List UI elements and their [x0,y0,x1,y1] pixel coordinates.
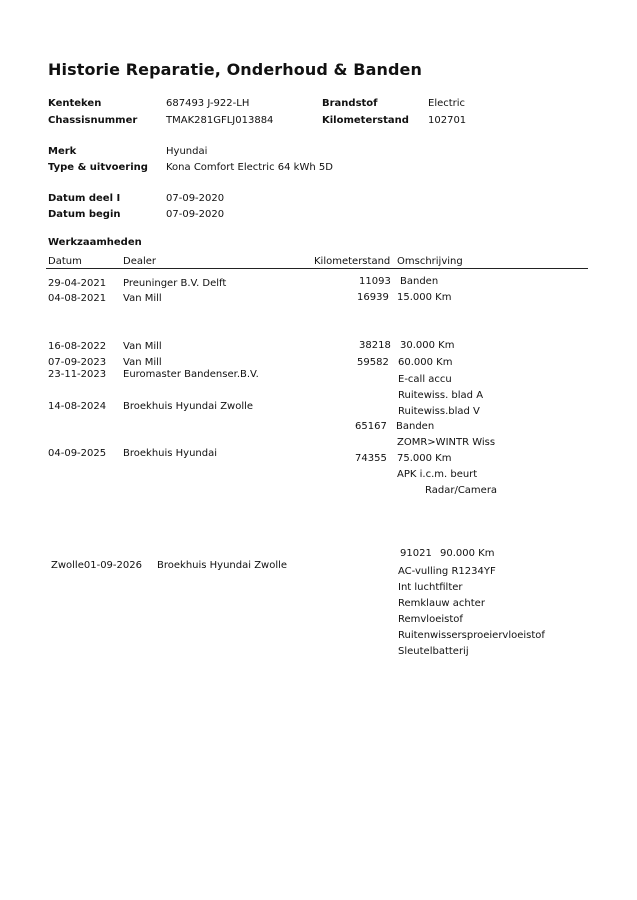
kilometerstand-value: 102701 [428,115,467,126]
row-desc: 15.000 Km [397,292,452,303]
row-desc: Remvloeistof [398,614,463,625]
chassis-label: Chassisnummer [48,115,138,126]
row-datum: 07-09-2023 [48,357,107,368]
header-datum: Datum [48,256,82,267]
kenteken-value: 687493 J-922-LH [166,98,250,109]
header-kilometerstand: Kilometerstand [314,256,391,267]
row-desc: 60.000 Km [398,357,453,368]
row-km: 74355 [355,453,387,464]
row-datum: Zwolle01-09-2026 [51,560,142,571]
row-dealer: Broekhuis Hyundai Zwolle [157,560,288,571]
row-desc: 90.000 Km [440,548,495,559]
row-km: 38218 [359,340,391,351]
row-km: 11093 [359,276,391,287]
row-dealer: Van Mill [123,357,162,368]
row-dealer: Van Mill [123,293,162,304]
kenteken-label: Kenteken [48,98,102,109]
row-desc: Remklauw achter [398,598,485,609]
type-value: Kona Comfort Electric 64 kWh 5D [166,162,333,173]
datum-deel-label: Datum deel I [48,193,121,204]
merk-value: Hyundai [166,146,208,157]
werkzaamheden-title: Werkzaamheden [48,237,142,248]
row-datum: 23-11-2023 [48,369,107,380]
row-dealer: Broekhuis Hyundai [123,448,218,459]
row-km: 16939 [357,292,389,303]
row-datum: 04-09-2025 [48,448,107,459]
row-desc: Sleutelbatterij [398,646,469,657]
row-dealer: Van Mill [123,341,162,352]
row-desc: 75.000 Km [397,453,452,464]
kilometerstand-label: Kilometerstand [322,115,409,126]
row-desc: Int luchtfilter [398,582,463,593]
brandstof-label: Brandstof [322,98,378,109]
row-dealer: Preuninger B.V. Delft [123,278,227,289]
datum-deel-value: 07-09-2020 [166,193,225,204]
row-desc: Banden [396,421,435,432]
row-dealer: Broekhuis Hyundai Zwolle [123,401,254,412]
merk-label: Merk [48,146,77,157]
row-km: 59582 [357,357,389,368]
row-datum: 14-08-2024 [48,401,107,412]
row-desc: Radar/Camera [425,485,498,496]
row-datum: 04-08-2021 [48,293,107,304]
row-desc: E-call accu [398,374,452,385]
row-desc: 30.000 Km [400,340,455,351]
row-desc: Ruitewiss. blad A [398,390,484,401]
row-desc: AC-vulling R1234YF [398,566,496,577]
page-title: Historie Reparatie, Onderhoud & Banden [48,60,422,79]
row-km: 91021 [400,548,432,559]
row-desc: Ruitewiss.blad V [398,406,480,417]
row-km: 65167 [355,421,387,432]
row-desc: Banden [400,276,439,287]
header-divider [46,268,588,269]
row-desc: Ruitenwissersproeiervloeistof [398,630,545,641]
chassis-value: TMAK281GFLJ013884 [166,115,274,126]
datum-begin-value: 07-09-2020 [166,209,225,220]
datum-begin-label: Datum begin [48,209,121,220]
row-dealer: Euromaster Bandenser.B.V. [123,369,259,380]
row-datum: 29-04-2021 [48,278,107,289]
type-label: Type & uitvoering [48,162,148,173]
header-dealer: Dealer [123,256,157,267]
row-datum: 16-08-2022 [48,341,107,352]
header-omschrijving: Omschrijving [397,256,463,267]
brandstof-value: Electric [428,98,466,109]
row-desc: ZOMR>WINTR Wiss [397,437,496,448]
row-desc: APK i.c.m. beurt [397,469,478,480]
